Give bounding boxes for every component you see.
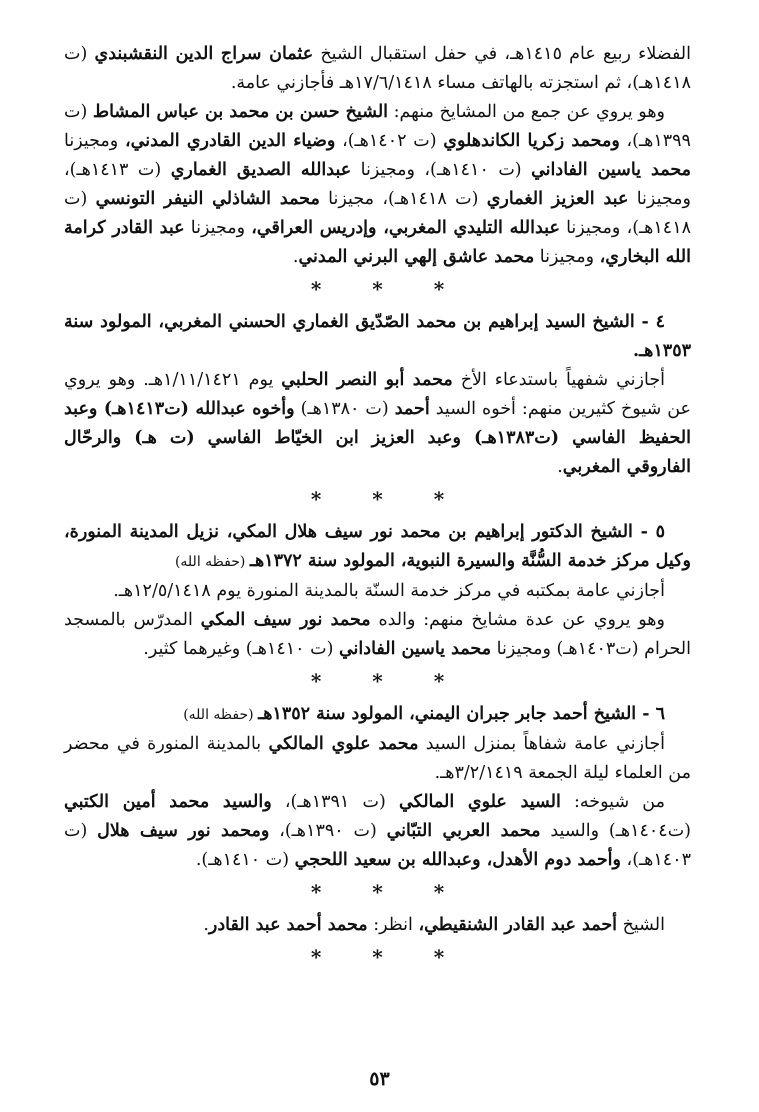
scholar-name: محمد علوي المالكي (268, 734, 419, 754)
entry-title: ٥ - الشيخ الدكتور إبراهيم بن محمد نور سيف هلال المكي، نزيل المدينة المنورة، وكيل مركز خدمة السُّنَّة والسيرة النبوية، المولود سنة ١٣٧٢هـ (64, 522, 691, 571)
text-span: انظر: (367, 915, 419, 935)
text-span: (ت ١٤١٨هـ)، ثم استجزته بالهاتف مساء ١٧/٦/١٤١٨هـ فأجازني عامة. (64, 44, 691, 93)
paragraph-cross-reference (64, 911, 691, 940)
text-span: المدرّس بالمسجد الحرام (ت١٤٠٣هـ) ومجيزنا (64, 610, 691, 659)
text-span: (ت ١٤٠٣هـ)، (64, 821, 691, 870)
scholar-name: محمد العربي التبّاني (386, 821, 541, 841)
scholar-name: عبد العزيز الغماري (486, 189, 629, 209)
scholar-name: عبدالله الصديق الغماري (170, 160, 352, 180)
paragraph-entry-6b (64, 788, 691, 875)
text-span: ومجيزنا (534, 247, 600, 267)
text-span: ومجيزنا (184, 218, 252, 238)
text-span: ومجيزنا (64, 131, 125, 151)
text-span: . (557, 457, 563, 477)
paragraph-entry-6a (64, 730, 691, 788)
blessing-text: (حفظه الله) (183, 707, 259, 723)
paragraph-teachers (64, 98, 691, 272)
scholar-name: ومحمد زكريا الكاندهلوي (443, 131, 620, 151)
scholar-name: عبدالله التليدي المغربي، وإدريس العراقي، (251, 218, 560, 238)
paragraph-entry-5b (64, 606, 691, 664)
text-span: . (203, 915, 209, 935)
text-span: وهو يروي عن جمع من المشايخ منهم: (388, 102, 666, 122)
scholar-name: والسيد محمد أمين الكتبي (64, 792, 272, 812)
section-separator: * * * (310, 880, 467, 904)
scholar-name: محمد أبو النصر الحلبي (281, 370, 453, 390)
entry-title: ٦ - الشيخ أحمد جابر جبران اليمني، المولود سنة ١٣٥٢هـ (258, 704, 665, 724)
text-span: أجازني شفهياً باستدعاء الأخ (452, 370, 665, 390)
scholar-name: ومحمد نور سيف هلال (97, 821, 270, 841)
text-span: من شيوخه: (560, 792, 665, 812)
text-span: الفضلاء ربيع عام ١٤١٥هـ، في حفل استقبال الشيخ (313, 44, 691, 64)
text-span: بالمدينة المنورة في محضر من العلماء ليلة الجمعة ٣/٢/١٤١٩هـ. (64, 734, 691, 783)
paragraph-entry-4 (64, 366, 691, 482)
text-span: (ت١٤٠٤هـ) والسيد (540, 821, 691, 841)
entry-title: ٤ - الشيخ السيد إبراهيم بن محمد الصّدّيق الغماري الحسني المغربي، المولود سنة ١٣٥٣هـ. (64, 312, 691, 361)
scholar-name: وأحمد دوم الأهدل، وعبدالله بن سعيد اللحجي (294, 850, 621, 870)
text-span: الشيخ (617, 915, 665, 935)
text-span: (ت ١٤١٠هـ) وغيرهما كثير. (143, 639, 339, 659)
section-separator: * * * (310, 277, 467, 301)
scholar-name: أحمد عبد القادر الشنقيطي، (418, 915, 618, 935)
scholar-name: محمد ياسين الفاداني (531, 160, 692, 180)
text-span: (ت ١٤١٣هـ)، ومجيزنا (64, 160, 691, 209)
scholar-name: عثمان سراج الدين النقشبندي (94, 44, 314, 64)
blessing-text: (حفظه الله) (174, 554, 250, 570)
text-span: (ت ١٣٩٩هـ)، (64, 102, 691, 151)
scholar-name: عبد القادر كرامة الله البخاري، (64, 218, 691, 267)
text-span: . (292, 247, 299, 267)
text-span: يوم ١/١١/١٤٢١هـ. وهو يروي عن شيوخ كثيرين منهم: أخوه السيد (64, 370, 692, 419)
paragraph-entry-5a (64, 577, 691, 606)
section-separator: * * * (310, 487, 467, 511)
scholar-name: محمد عاشق إلهي البرني المدني (298, 247, 535, 267)
text-span: أجازني عامة شفاهاً بمنزل السيد (418, 734, 665, 754)
scholar-name: محمد نور سيف المكي (200, 610, 371, 630)
text-span: وهو يروي عن عدة مشايخ منهم: والده (370, 610, 665, 630)
text-span: (ت ١٣٨٠هـ) (294, 399, 395, 419)
text-span: (ت ١٤١٠هـ). (195, 850, 295, 870)
paragraph-intro (64, 40, 691, 98)
book-page (64, 40, 691, 976)
scholar-name: محمد ياسين الفاداني (338, 639, 492, 659)
section-separator: * * * (310, 945, 467, 969)
entry-heading-5 (64, 518, 691, 577)
text-span: أجازني عامة بمكتبه في مركز خدمة السنّة بالمدينة المنورة يوم ١٢/٥/١٤١٨هـ. (113, 581, 665, 601)
text-span: (ت ١٤١٠هـ)، ومجيزنا (351, 160, 532, 180)
entry-heading-6 (64, 700, 691, 730)
scholar-name: وضياء الدين القادري المدني، (124, 131, 336, 151)
text-span: (ت ١٤١٨هـ)، ومجيزنا (64, 189, 692, 238)
section-separator: * * * (310, 669, 467, 693)
scholar-name: وأخوه عبدالله (ت١٤١٣هـ) وعبد الحفيظ الفاسي (ت١٣٨٣هـ) وعبد العزيز ابن الخيّاط الفاسي (ت هـ) والرحّال الفاروقي المغربي (64, 399, 691, 477)
scholar-name: محمد الشاذلي النيفر التونسي (95, 189, 320, 209)
scholar-name: محمد أحمد عبد القادر (208, 915, 368, 935)
page-number: ٥٣ (369, 1068, 390, 1090)
text-span: (ت ١٣٩٠هـ)، (269, 821, 387, 841)
scholar-name: السيد علوي المالكي (398, 792, 561, 812)
text-span: (ت ١٤١٨هـ)، مجيزنا (319, 189, 487, 209)
entry-heading-4 (64, 308, 691, 366)
text-span: (ت ١٤٠٢هـ)، (335, 131, 444, 151)
text-span: (ت ١٣٩١هـ)، (271, 792, 399, 812)
scholar-name: الشيخ حسن بن محمد بن عباس المشاط (92, 102, 389, 122)
scholar-name: أحمد (394, 399, 430, 419)
